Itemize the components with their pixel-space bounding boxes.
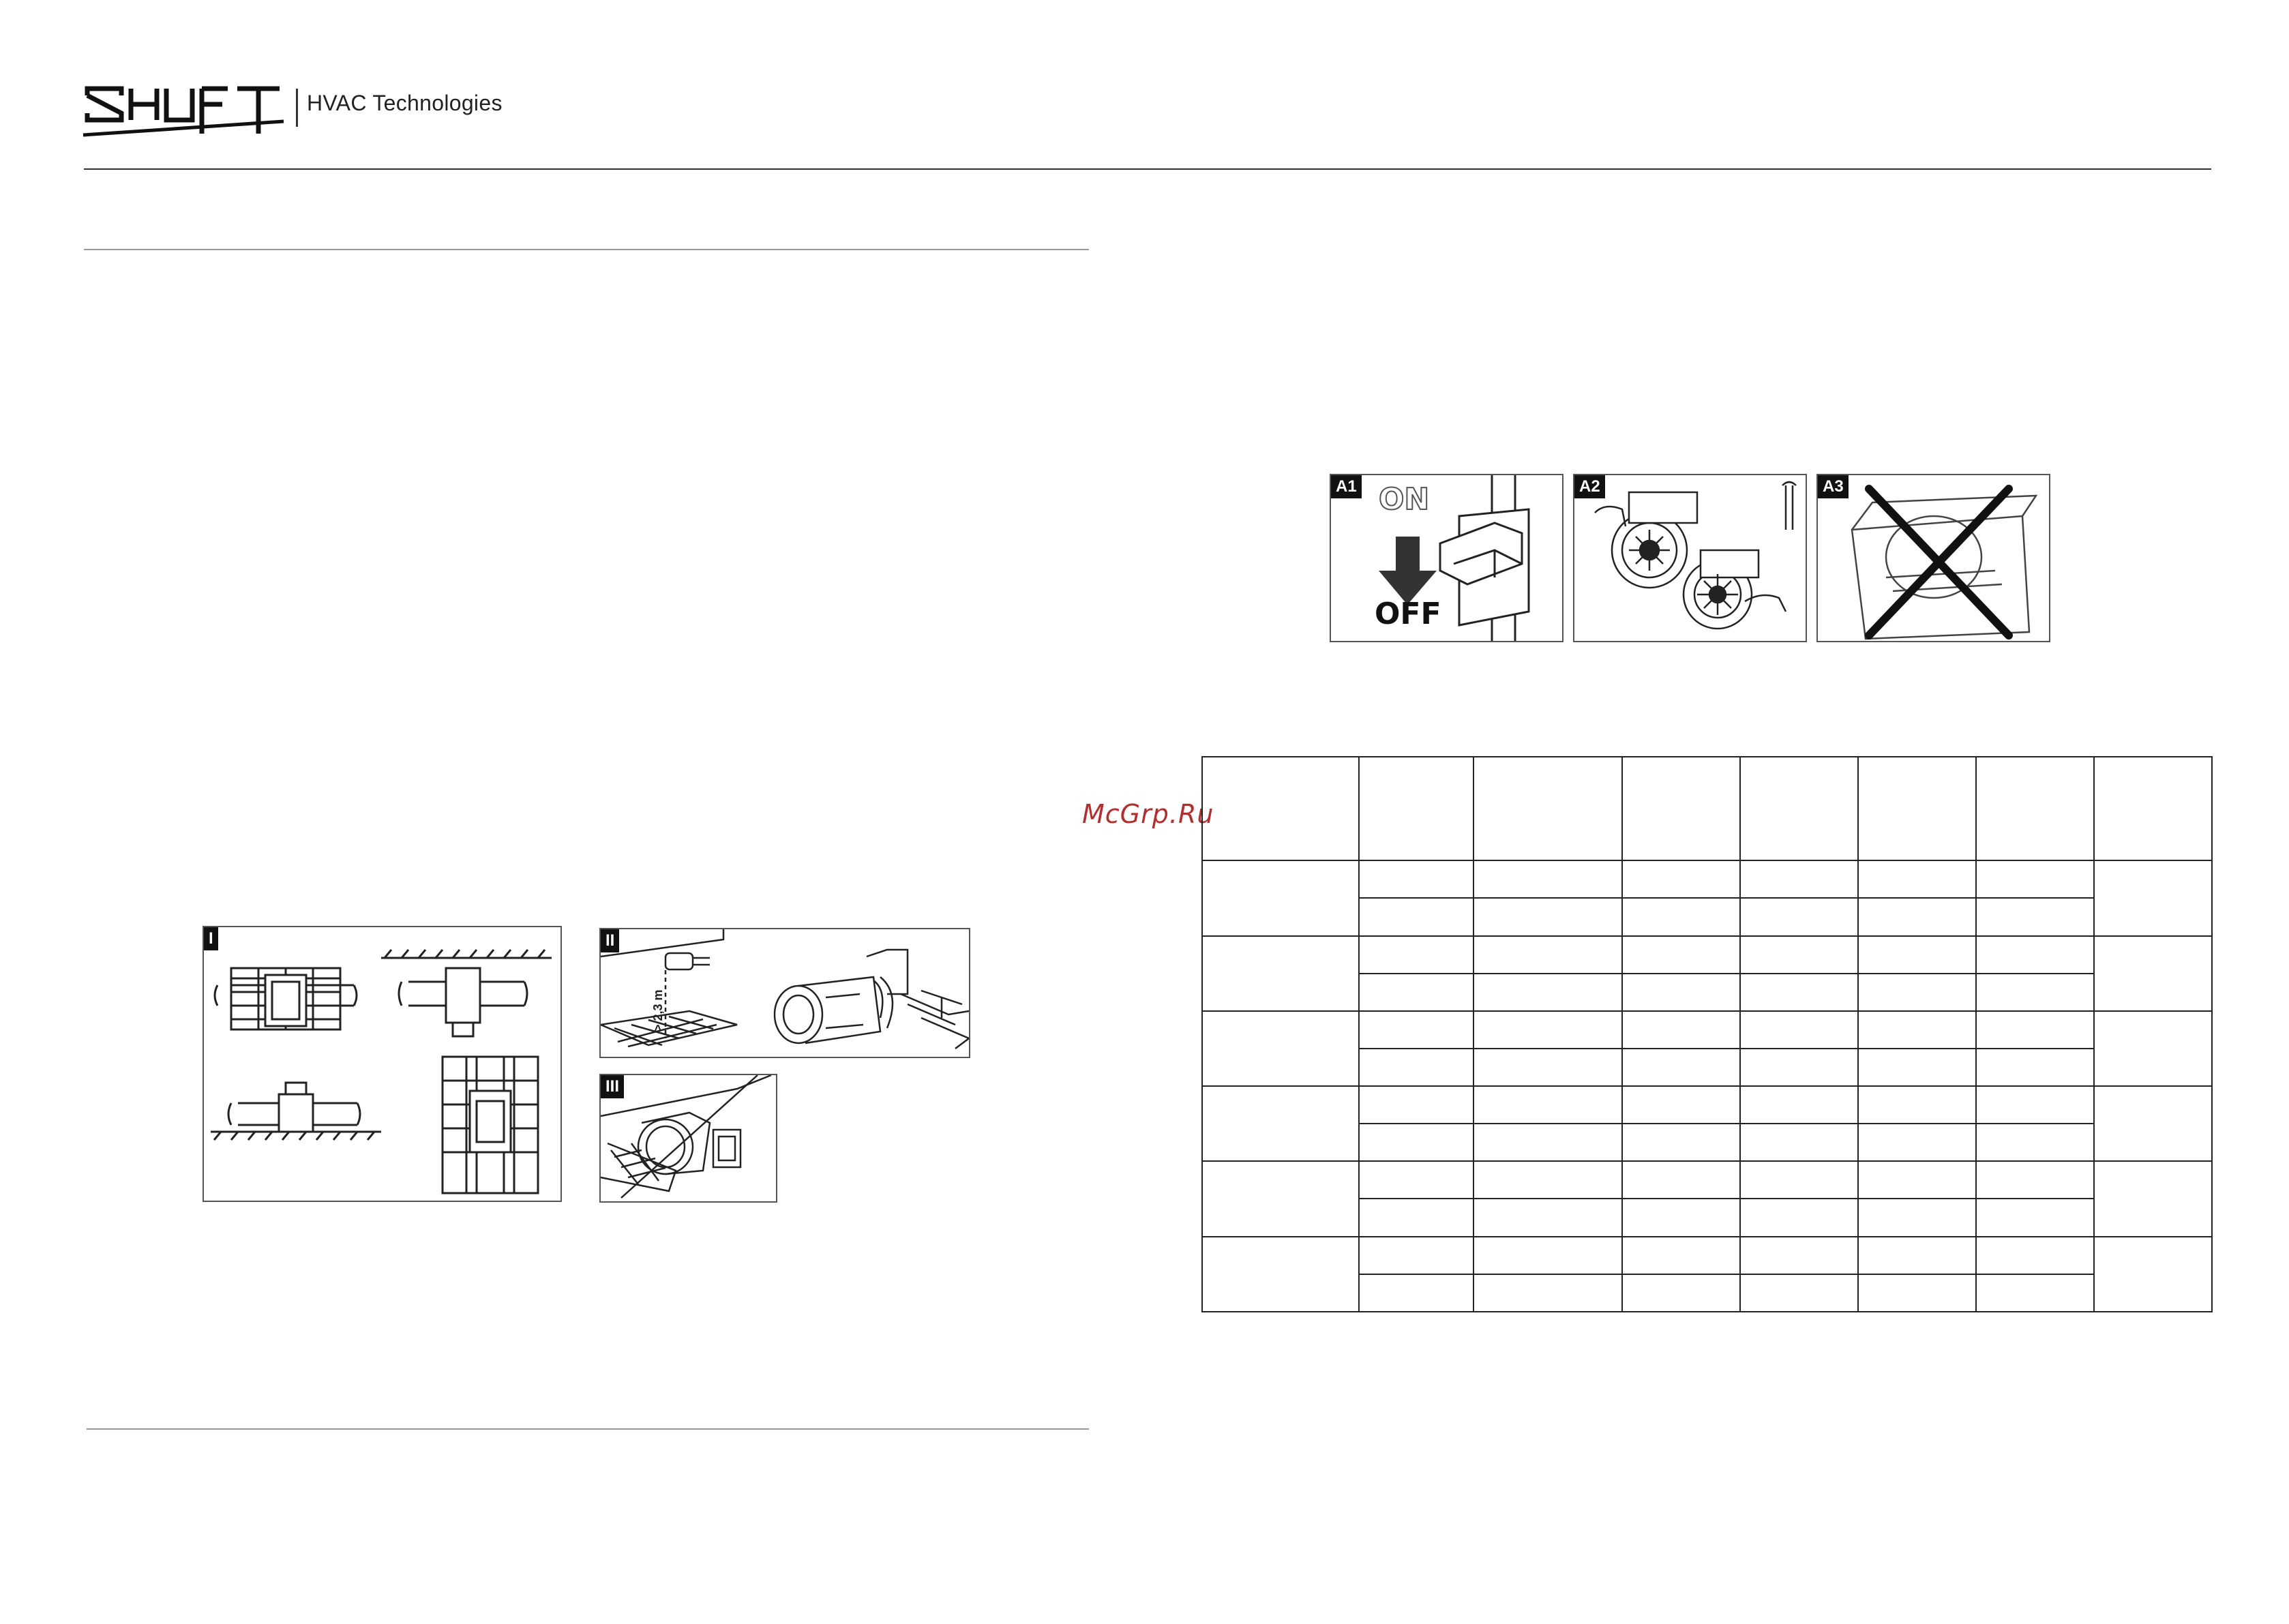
no-water-immersion-illustration	[1818, 475, 2050, 642]
table-cell	[1473, 1011, 1622, 1049]
brand-logo	[82, 80, 286, 142]
table-cell	[1976, 936, 2094, 974]
logo-divider	[296, 89, 298, 127]
mounting-figure-I	[203, 926, 562, 1202]
wall-passage-illustration	[601, 1075, 777, 1203]
table-row	[1202, 1086, 2212, 1124]
table-cell	[1858, 1124, 1976, 1161]
figure-tag: A3	[1818, 475, 1849, 498]
table-cell	[1473, 1199, 1622, 1236]
power-switch-off-illustration	[1331, 475, 1564, 642]
table-cell	[1740, 860, 1858, 898]
table-cell	[1359, 1124, 1473, 1161]
group-value-cell	[2094, 1086, 2212, 1161]
table-cell	[1622, 1086, 1740, 1124]
table-cell	[1622, 1237, 1740, 1274]
table-cell	[1976, 1161, 2094, 1199]
table-cell	[1473, 1237, 1622, 1274]
table-cell	[1473, 860, 1622, 898]
table-cell	[1858, 974, 1976, 1011]
table-cell	[1622, 1049, 1740, 1086]
table-header-row	[1202, 757, 2212, 860]
table-cell	[1622, 898, 1740, 935]
table-cell	[1858, 1199, 1976, 1236]
table-cell	[1359, 1086, 1473, 1124]
table-cell	[1976, 1124, 2094, 1161]
table-cell	[1976, 1199, 2094, 1236]
table-row	[1202, 1011, 2212, 1049]
section-rule-top	[84, 249, 1089, 250]
table-cell	[1740, 1124, 1858, 1161]
figure-tag: I	[204, 927, 218, 950]
figure-tag: A2	[1574, 475, 1605, 498]
maintenance-figure-A3	[1816, 474, 2050, 642]
table-cell	[1740, 1049, 1858, 1086]
table-cell	[1858, 1274, 1976, 1312]
table-cell	[1359, 1237, 1473, 1274]
maintenance-figure-A1	[1330, 474, 1564, 642]
table-cell	[1976, 1274, 2094, 1312]
table-cell	[1740, 1199, 1858, 1236]
table-cell	[1740, 1274, 1858, 1312]
table-cell	[1473, 1274, 1622, 1312]
header-cell	[1359, 757, 1473, 860]
section-rule-bottom	[87, 1428, 1089, 1430]
table-cell	[1740, 1086, 1858, 1124]
table-cell	[1740, 898, 1858, 935]
table-cell	[1976, 1237, 2094, 1274]
table-cell	[1622, 1124, 1740, 1161]
table-cell	[1622, 1161, 1740, 1199]
header-cell	[1622, 757, 1740, 860]
table-cell	[1359, 1274, 1473, 1312]
figure-tag: II	[601, 929, 619, 952]
table-cell	[1976, 898, 2094, 935]
table-cell	[1858, 1161, 1976, 1199]
table-cell	[1473, 1124, 1622, 1161]
height-label: > 2,3 m	[651, 989, 665, 1032]
table-cell	[1976, 974, 2094, 1011]
table-cell	[1473, 898, 1622, 935]
table-cell	[1858, 898, 1976, 935]
off-label: OFF	[1375, 597, 1441, 631]
maintenance-figure-A2	[1573, 474, 1807, 642]
group-value-cell	[2094, 1161, 2212, 1236]
table-cell	[1359, 1161, 1473, 1199]
header-cell	[1976, 757, 2094, 860]
figure-tag: III	[601, 1075, 624, 1098]
table-cell	[1622, 1199, 1740, 1236]
table-cell	[1622, 936, 1740, 974]
table-cell	[1858, 1011, 1976, 1049]
header-rule	[84, 168, 2211, 170]
group-value-cell	[2094, 860, 2212, 935]
table-cell	[1473, 936, 1622, 974]
table-cell	[1359, 898, 1473, 935]
table-cell	[1858, 1086, 1976, 1124]
table-cell	[1740, 974, 1858, 1011]
brand-tagline: HVAC Technologies	[307, 91, 503, 115]
on-label: ON	[1379, 482, 1430, 517]
header-cell	[1473, 757, 1622, 860]
table-cell	[1359, 936, 1473, 974]
table-cell	[1976, 1011, 2094, 1049]
table-cell	[1976, 1049, 2094, 1086]
table-cell	[1359, 1049, 1473, 1086]
model-cell	[1202, 936, 1359, 1011]
header-cell	[2094, 757, 2212, 860]
group-value-cell	[2094, 1237, 2212, 1312]
table-cell	[1473, 1049, 1622, 1086]
model-cell	[1202, 1237, 1359, 1312]
table-cell	[1740, 936, 1858, 974]
table-cell	[1622, 860, 1740, 898]
table-cell	[1858, 1237, 1976, 1274]
mounting-figure-III	[599, 1074, 777, 1203]
model-cell	[1202, 1161, 1359, 1236]
table-cell	[1622, 1011, 1740, 1049]
table-row	[1202, 1237, 2212, 1274]
group-value-cell	[2094, 1011, 2212, 1086]
table-row	[1202, 1161, 2212, 1199]
table-cell	[1359, 1011, 1473, 1049]
table-row	[1202, 860, 2212, 898]
table-cell	[1359, 1199, 1473, 1236]
table-cell	[1976, 860, 2094, 898]
table-cell	[1622, 1274, 1740, 1312]
table-cell	[1976, 1086, 2094, 1124]
header-cell	[1740, 757, 1858, 860]
model-cell	[1202, 1086, 1359, 1161]
group-value-cell	[2094, 936, 2212, 1011]
table-cell	[1473, 974, 1622, 1011]
table-cell	[1359, 974, 1473, 1011]
model-cell	[1202, 1011, 1359, 1086]
header-cell	[1202, 757, 1359, 860]
table-cell	[1740, 1237, 1858, 1274]
table-cell	[1359, 860, 1473, 898]
impeller-cleaning-illustration	[1574, 475, 1807, 642]
model-cell	[1202, 860, 1359, 935]
mounting-figure-II	[599, 928, 970, 1058]
table-cell	[1858, 1049, 1976, 1086]
table-cell	[1858, 936, 1976, 974]
table-cell	[1473, 1086, 1622, 1124]
table-cell	[1858, 860, 1976, 898]
mounting-positions-illustration	[204, 927, 562, 1202]
table-cell	[1740, 1011, 1858, 1049]
header-cell	[1858, 757, 1976, 860]
table-row	[1202, 936, 2212, 974]
figure-tag: A1	[1331, 475, 1362, 498]
table-cell	[1740, 1161, 1858, 1199]
specification-table	[1201, 756, 2213, 1312]
watermark-text: McGrp.Ru	[1082, 799, 1214, 829]
table-cell	[1473, 1161, 1622, 1199]
table-cell	[1622, 974, 1740, 1011]
